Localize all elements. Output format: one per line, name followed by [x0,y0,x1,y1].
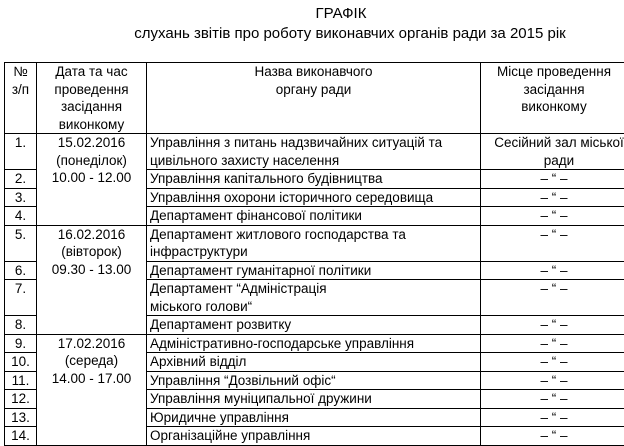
date-cell [37,225,147,334]
meeting-place [481,390,624,409]
ditto-mark: – “ – [484,390,624,408]
organ-name: Юридичне управління [147,408,481,427]
meeting-place-line: Сесійний зал міської [484,134,624,152]
meeting-place [481,207,624,226]
meeting-place [481,261,624,280]
document-subtitle: слухань звітів про роботу виконавчих органів ради за 2015 рік [0,24,624,44]
header-place-line: Місце проведення [484,63,624,81]
row-number: 10. [5,353,37,372]
time-value: 14.00 - 17.00 [40,370,143,388]
table-row [5,134,624,170]
meeting-place [481,316,624,335]
organ-name-line: Департамент “Адміністрація [150,280,477,298]
organ-name-line: інфраструктури [150,243,477,261]
row-number: 11. [5,371,37,390]
header-name [147,63,481,134]
date-value: 16.02.2016 [40,226,143,244]
header-number [5,63,37,134]
header-date [37,63,147,134]
date-value: 17.02.2016 [40,335,143,353]
time-value: 09.30 - 13.00 [40,261,143,279]
weekday-value: (понеділок) [40,152,143,170]
ditto-mark: – “ – [484,170,624,188]
meeting-place [481,225,624,261]
header-number-line: з/п [8,81,33,99]
organ-name-line: міського голови“ [150,298,477,316]
organ-name: Департамент гуманітарної політики [147,261,481,280]
row-number: 12. [5,390,37,409]
meeting-place [481,280,624,316]
row-number: 4. [5,207,37,226]
organ-name: Управління капітального будівництва [147,170,481,189]
row-number: 6. [5,261,37,280]
ditto-mark: – “ – [484,189,624,207]
organ-name: Архівний відділ [147,353,481,372]
ditto-mark: – “ – [484,427,624,445]
organ-name: Управління охорони історичного середовища [147,188,481,207]
weekday-value: (середа) [40,352,143,370]
table-row [5,334,624,353]
ditto-mark: – “ – [484,262,624,280]
row-number: 13. [5,408,37,427]
meeting-place [481,334,624,353]
ditto-mark: – “ – [484,207,624,225]
date-cell [37,334,147,445]
header-place-line: виконкому [484,98,624,116]
organ-name: Департамент розвитку [147,316,481,335]
organ-name: Управління “Дозвільний офіс“ [147,371,481,390]
header-date-line: виконкому [40,116,143,134]
time-value: 10.00 - 12.00 [40,169,143,187]
header-date-line: проведення [40,81,143,99]
meeting-place-line: ради [484,152,624,170]
row-number: 14. [5,427,37,446]
date-value: 15.02.2016 [40,134,143,152]
meeting-place [481,134,624,170]
ditto-mark: – “ – [484,353,624,371]
schedule-table [4,62,624,446]
ditto-mark: – “ – [484,226,624,244]
row-number: 1. [5,134,37,170]
document-title-block [0,4,624,44]
ditto-mark: – “ – [484,280,624,298]
row-number: 7. [5,280,37,316]
header-name-line: органу ради [150,81,477,99]
row-number: 2. [5,170,37,189]
ditto-mark: – “ – [484,316,624,334]
meeting-place [481,170,624,189]
organ-name [147,225,481,261]
header-name-line: Назва виконавчого [150,63,477,81]
header-place [481,63,624,134]
row-number: 9. [5,334,37,353]
header-date-line: засідання [40,98,143,116]
organ-name: Організаційне управління [147,427,481,446]
meeting-place [481,188,624,207]
ditto-mark: – “ – [484,372,624,390]
meeting-place [481,408,624,427]
document-title: ГРАФІК [0,4,600,24]
organ-name [147,280,481,316]
header-date-line: Дата та час [40,63,143,81]
meeting-place [481,427,624,446]
organ-name: Адміністративно-господарське управління [147,334,481,353]
header-place-line: засідання [484,81,624,99]
weekday-value: (вівторок) [40,243,143,261]
organ-name: Департамент фінансової політики [147,207,481,226]
meeting-place [481,371,624,390]
organ-name [147,134,481,170]
row-number: 8. [5,316,37,335]
row-number: 3. [5,188,37,207]
ditto-mark: – “ – [484,409,624,427]
organ-name-line: Департамент житлового господарства та [150,226,477,244]
table-header-row [5,63,624,134]
organ-name-line: цивільного захисту населення [150,152,477,170]
row-number: 5. [5,225,37,261]
ditto-mark: – “ – [484,335,624,353]
organ-name-line: Управління з питань надзвичайних ситуацій та [150,134,477,152]
table-row [5,225,624,261]
date-cell [37,134,147,226]
organ-name: Управління муніципальної дружини [147,390,481,409]
header-number-line: № [8,63,33,81]
meeting-place [481,353,624,372]
